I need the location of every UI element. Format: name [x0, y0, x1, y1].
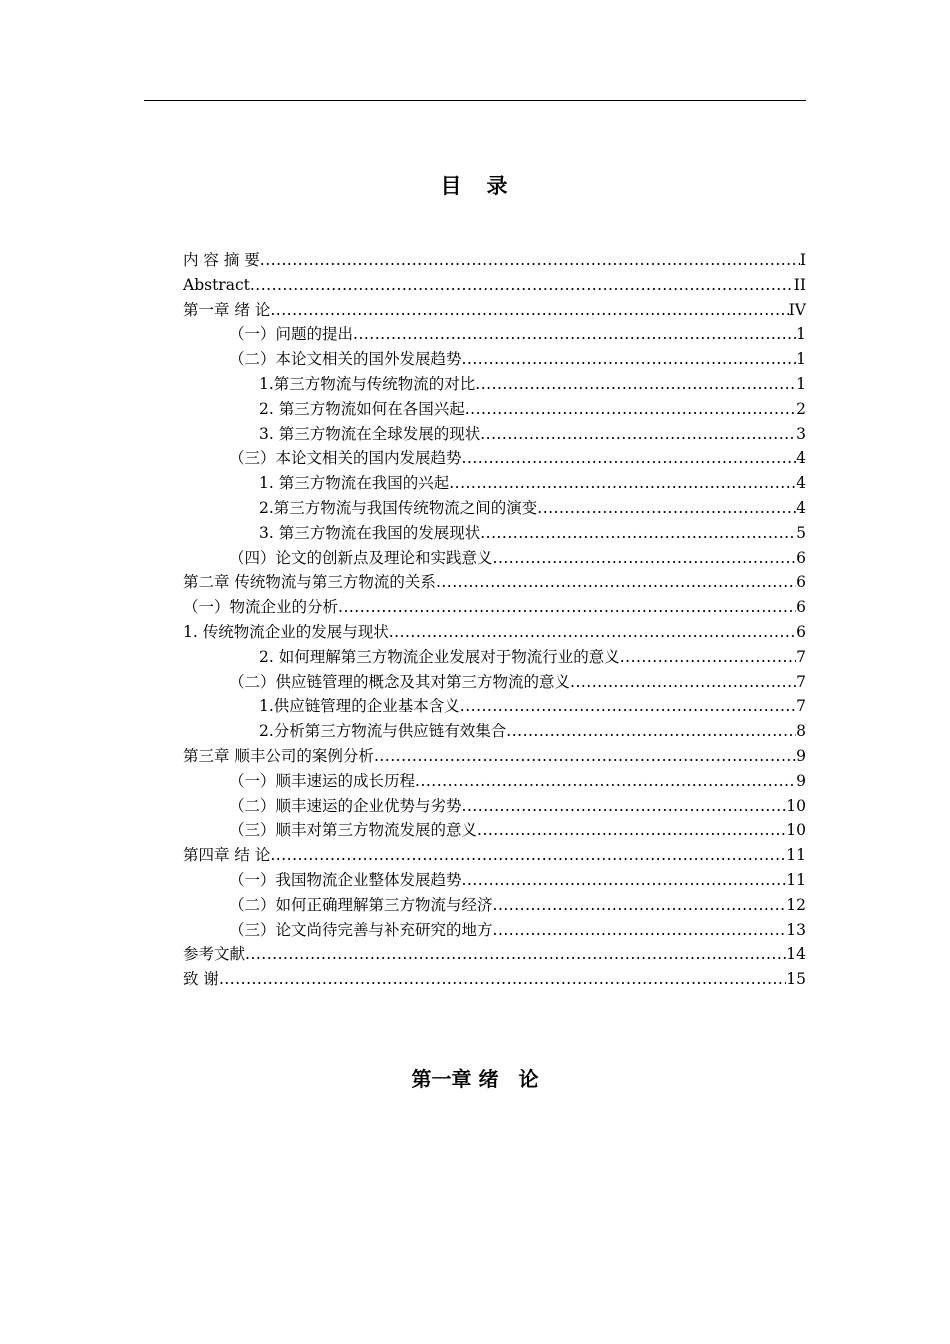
toc-dot-leader [570, 670, 796, 695]
toc-entry-page-number: 11 [786, 870, 806, 889]
toc-entry-label: （一）问题的提出 [229, 325, 354, 344]
toc-dot-leader [493, 546, 797, 571]
toc-entry-label: 2.第三方物流与我国传统物流之间的演变 [259, 498, 538, 517]
header-rule [144, 100, 806, 101]
toc-entry[interactable] [183, 496, 806, 521]
toc-dot-leader [480, 422, 796, 447]
toc-entry-page-number: 6 [796, 622, 806, 641]
toc-dot-leader [462, 868, 787, 893]
toc-entry-page-number: 9 [796, 746, 806, 765]
toc-entry-page-number: 2 [796, 399, 806, 418]
toc-entry[interactable] [183, 694, 806, 719]
toc-dot-leader [338, 595, 796, 620]
toc-dot-leader [260, 248, 800, 273]
toc-dot-leader [480, 521, 796, 546]
toc-entry[interactable] [183, 918, 806, 943]
toc-dot-leader [462, 794, 787, 819]
toc-entry[interactable] [183, 893, 806, 918]
toc-entry[interactable] [183, 322, 806, 347]
toc-entry-label: （二）本论文相关的国外发展趋势 [229, 350, 462, 369]
toc-entry-label: 第三章 顺丰公司的案例分析 [183, 746, 374, 765]
toc-entry-page-number: 10 [786, 796, 806, 815]
toc-entry[interactable] [183, 620, 806, 645]
toc-entry[interactable] [183, 273, 806, 298]
toc-entry-page-number: 4 [796, 449, 806, 468]
toc-entry-page-number: 14 [786, 945, 806, 964]
toc-entry-label: 2. 如何理解第三方物流企业发展对于物流行业的意义 [259, 647, 620, 666]
toc-entry-page-number: 3 [796, 424, 806, 443]
toc-entry-label: （三）顺丰对第三方物流发展的意义 [229, 821, 478, 840]
toc-dot-leader [449, 471, 796, 496]
toc-entry-page-number: II [793, 275, 806, 294]
toc-entry-page-number: 15 [786, 970, 806, 989]
toc-dot-leader [462, 446, 797, 471]
toc-entry-page-number: 9 [796, 771, 806, 790]
toc-entry-page-number: 8 [796, 722, 806, 741]
toc-entry-label: 内 容 摘 要 [183, 251, 260, 269]
toc-dot-leader [537, 496, 796, 521]
toc-title: 目 录 [440, 174, 510, 198]
toc-entry[interactable] [183, 818, 806, 843]
toc-entry[interactable] [183, 248, 806, 273]
toc-entry-label: （一）物流企业的分析 [183, 598, 339, 617]
toc-entry-label: （一）我国物流企业整体发展趋势 [229, 870, 462, 889]
toc-entry-label: 3. 第三方物流在全球发展的现状 [259, 424, 481, 443]
toc-entry-label: 第二章 传统物流与第三方物流的关系 [183, 573, 436, 592]
toc-entry-page-number: 4 [796, 498, 806, 517]
toc-entry-label: 1.供应链管理的企业基本含义 [259, 697, 460, 716]
toc-entry-label: 2. 第三方物流如何在各国兴起 [259, 399, 465, 418]
toc-entry[interactable] [183, 744, 806, 769]
toc-dot-leader [462, 347, 797, 372]
chapter-heading: 第一章 绪 论 [411, 1067, 539, 1091]
toc-dot-leader [475, 372, 796, 397]
toc-entry-label: （一）顺丰速运的成长历程 [229, 771, 416, 790]
toc-entry[interactable] [183, 570, 806, 595]
toc-dot-leader [506, 719, 796, 744]
toc-dot-leader [460, 694, 796, 719]
toc-entry[interactable] [183, 298, 806, 323]
toc-dot-leader [270, 298, 788, 323]
toc-dot-leader [493, 918, 787, 943]
toc-entry[interactable] [183, 422, 806, 447]
toc-entry-label: 1. 传统物流企业的发展与现状 [183, 622, 389, 641]
toc-entry[interactable] [183, 843, 806, 868]
toc-entry[interactable] [183, 446, 806, 471]
toc-entry[interactable] [183, 967, 806, 992]
toc-entry-page-number: IV [788, 300, 806, 319]
toc-entry-page-number: 7 [796, 647, 806, 666]
toc-entry-label: 3. 第三方物流在我国的发展现状 [259, 523, 481, 542]
toc-entry[interactable] [183, 942, 806, 967]
toc-entry-label: 2.分析第三方物流与供应链有效集合 [259, 722, 507, 741]
toc-dot-leader [245, 942, 786, 967]
toc-entry-page-number: 6 [796, 573, 806, 592]
toc-entry-page-number: 5 [796, 523, 806, 542]
toc-entry-label: 1.第三方物流与传统物流的对比 [259, 374, 476, 393]
toc-entry[interactable] [183, 670, 806, 695]
toc-dot-leader [250, 273, 794, 298]
table-of-contents [183, 248, 806, 992]
toc-entry-page-number: 1 [796, 374, 806, 393]
toc-entry-page-number: I [799, 251, 806, 269]
toc-dot-leader [389, 620, 796, 645]
toc-dot-leader [465, 397, 796, 422]
toc-entry-label: （四）论文的创新点及理论和实践意义 [229, 548, 493, 567]
toc-entry-page-number: 6 [796, 548, 806, 567]
toc-entry-label: 第四章 结 论 [183, 846, 271, 865]
toc-entry-page-number: 13 [786, 920, 806, 939]
toc-dot-leader [270, 843, 786, 868]
toc-dot-leader [353, 322, 796, 347]
toc-entry[interactable] [183, 347, 806, 372]
toc-entry[interactable] [183, 372, 806, 397]
toc-dot-leader [415, 769, 796, 794]
toc-entry[interactable] [183, 794, 806, 819]
toc-entry-page-number: 4 [796, 474, 806, 493]
toc-dot-leader [219, 967, 786, 992]
toc-entry-page-number: 11 [786, 846, 806, 865]
toc-entry-page-number: 1 [796, 350, 806, 369]
toc-entry[interactable] [183, 868, 806, 893]
toc-entry[interactable] [183, 719, 806, 744]
toc-entry[interactable] [183, 595, 806, 620]
toc-entry-label: （三）本论文相关的国内发展趋势 [229, 449, 462, 468]
toc-entry[interactable] [183, 769, 806, 794]
toc-entry-page-number: 7 [796, 697, 806, 716]
toc-entry-label: （三）论文尚待完善与补充研究的地方 [229, 920, 493, 939]
toc-entry-page-number: 7 [796, 672, 806, 691]
toc-entry-label: 致 谢 [183, 970, 219, 989]
toc-entry[interactable] [183, 471, 806, 496]
toc-entry[interactable] [183, 645, 806, 670]
toc-entry-label: Abstract [183, 275, 250, 294]
toc-entry[interactable] [183, 546, 806, 571]
toc-entry-page-number: 10 [786, 821, 806, 840]
toc-dot-leader [436, 570, 796, 595]
toc-entry-page-number: 6 [796, 598, 806, 617]
toc-entry[interactable] [183, 521, 806, 546]
toc-entry-label: （二）如何正确理解第三方物流与经济 [229, 895, 493, 914]
toc-dot-leader [620, 645, 796, 670]
toc-entry-page-number: 12 [786, 895, 806, 914]
toc-entry-label: 参考文献 [183, 945, 246, 964]
toc-entry-page-number: 1 [796, 325, 806, 344]
toc-entry-label: （二）供应链管理的概念及其对第三方物流的意义 [229, 672, 571, 691]
toc-entry-label: （二）顺丰速运的企业优势与劣势 [229, 796, 462, 815]
toc-entry[interactable] [183, 397, 806, 422]
toc-dot-leader [493, 893, 787, 918]
toc-entry-label: 第一章 绪 论 [183, 300, 271, 319]
toc-dot-leader [374, 744, 796, 769]
toc-dot-leader [477, 818, 786, 843]
toc-entry-label: 1. 第三方物流在我国的兴起 [259, 474, 450, 493]
